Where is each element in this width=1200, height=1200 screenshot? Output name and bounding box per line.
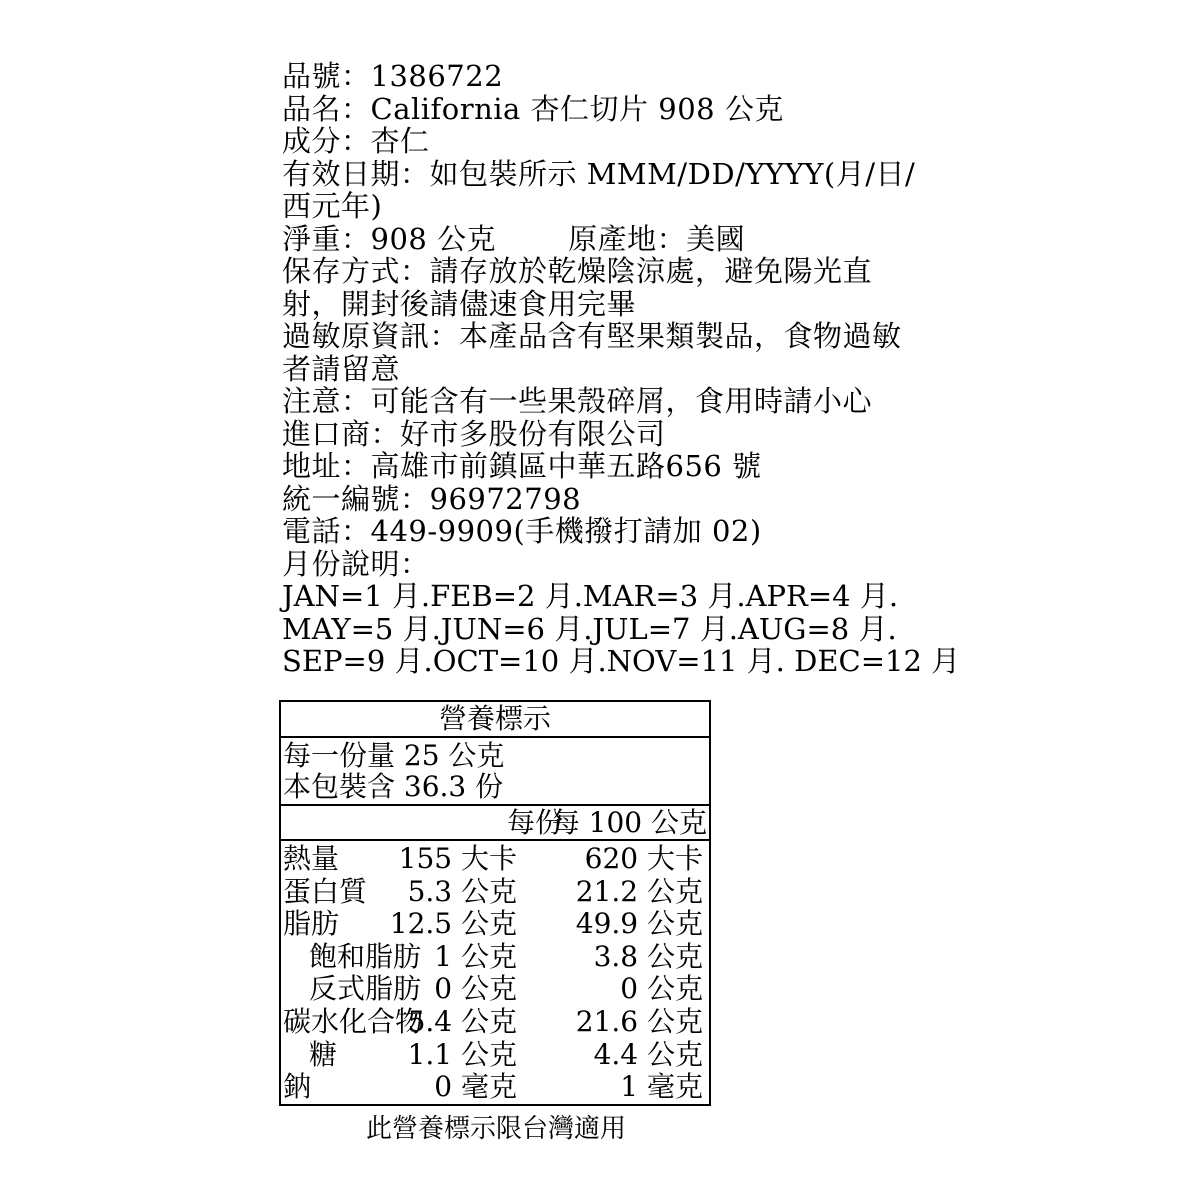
nutrition-row [281, 843, 709, 876]
nutrient-label: 反式脂肪 [309, 972, 422, 1006]
per-serving-value: 5.3 公克 [407, 874, 517, 908]
per-serving-value: 1 公克 [434, 939, 517, 973]
nutrition-row [281, 941, 709, 974]
per-serving-value: 0 毫克 [434, 1070, 517, 1104]
nutrient-label: 脂肪 [283, 907, 340, 941]
per-serving-value: 12.5 公克 [389, 907, 517, 941]
nutrition-row [281, 908, 709, 941]
per-100g-value: 21.6 公克 [575, 1004, 703, 1038]
storage-line-2: 射，開封後請儘速食用完畢 [282, 286, 637, 321]
column-headers [281, 806, 709, 841]
nutrition-table [279, 700, 711, 1106]
per-100g-value: 4.4 公克 [593, 1037, 703, 1071]
nutrient-label: 碳水化合物 [283, 1004, 424, 1038]
months-line-2: MAY=5 月.JUN=6 月.JUL=7 月.AUG=8 月. [282, 611, 897, 646]
per-100g-value: 0 公克 [620, 972, 703, 1006]
net-weight: 淨重：908 公克 [282, 221, 497, 256]
weight-origin-line [282, 223, 942, 256]
nutrient-label: 糖 [309, 1037, 338, 1071]
nutrition-row [281, 1071, 709, 1104]
storage-line-1: 保存方式：請存放於乾燥陰涼處，避免陽光直 [282, 254, 873, 288]
serving-info [281, 738, 709, 806]
nutrition-row [281, 1006, 709, 1039]
per-100g-value: 620 大卡 [584, 842, 703, 875]
item-number: 品號：1386722 [282, 59, 504, 93]
per-100g-value: 1 毫克 [620, 1070, 703, 1104]
months-line-1: JAN=1 月.FEB=2 月.MAR=3 月.APR=4 月. [282, 579, 899, 613]
per-serving-value: 0 公克 [434, 972, 517, 1006]
months-line-3: SEP=9 月.OCT=10 月.NOV=11 月. DEC=12 月 [282, 644, 961, 678]
nutrient-label: 飽和脂肪 [309, 939, 422, 973]
per-serving-value: 155 大卡 [398, 842, 517, 875]
allergen-line-1: 過敏原資訊：本產品含有堅果類製品，食物過敏 [282, 319, 902, 353]
col-per-serving: 每份 [506, 806, 563, 839]
ingredients: 成分：杏仁 [282, 124, 430, 158]
nutrient-label: 鈉 [283, 1070, 312, 1104]
product-name: 品名：California 杏仁切片 908 公克 [282, 91, 784, 126]
product-info [282, 59, 961, 678]
servings-per-package: 本包裝含 36.3 份 [283, 770, 504, 803]
nutrient-label: 蛋白質 [283, 874, 368, 908]
tax-id: 統一編號：96972798 [282, 481, 582, 516]
serving-size: 每一份量 25 公克 [283, 739, 505, 772]
per-100g-value: 21.2 公克 [575, 874, 703, 908]
month-title: 月份說明： [282, 546, 430, 581]
col-per-100g: 每 100 公克 [551, 806, 707, 839]
caution: 注意：可能含有一些果殼碎屑，食用時請小心 [282, 384, 873, 418]
expiry-line-2: 西元年) [282, 189, 383, 223]
nutrition-rows [281, 841, 709, 1104]
nutrition-row [281, 876, 709, 909]
nutrient-label: 熱量 [283, 842, 340, 875]
allergen-line-2: 者請留意 [282, 351, 401, 386]
address: 地址：高雄市前鎮區中華五路656 號 [282, 449, 762, 483]
per-100g-value: 49.9 公克 [575, 907, 703, 941]
nutrition-row [281, 1039, 709, 1072]
nutrition-footnote: 此營養標示限台灣適用 [366, 1114, 627, 1144]
per-100g-value: 3.8 公克 [593, 939, 703, 973]
importer: 進口商：好市多股份有限公司 [282, 416, 666, 451]
nutrition-title: 營養標示 [281, 702, 709, 738]
nutrition-row [281, 973, 709, 1006]
expiry-line-1: 有效日期：如包裝所示 MMM/DD/YYYY(月/日/ [282, 156, 916, 191]
origin: 原產地：美國 [568, 221, 746, 256]
phone: 電話：449-9909(手機撥打請加 02) [282, 514, 762, 548]
per-serving-value: 1.1 公克 [407, 1037, 517, 1071]
per-serving-value: 5.4 公克 [407, 1004, 517, 1038]
